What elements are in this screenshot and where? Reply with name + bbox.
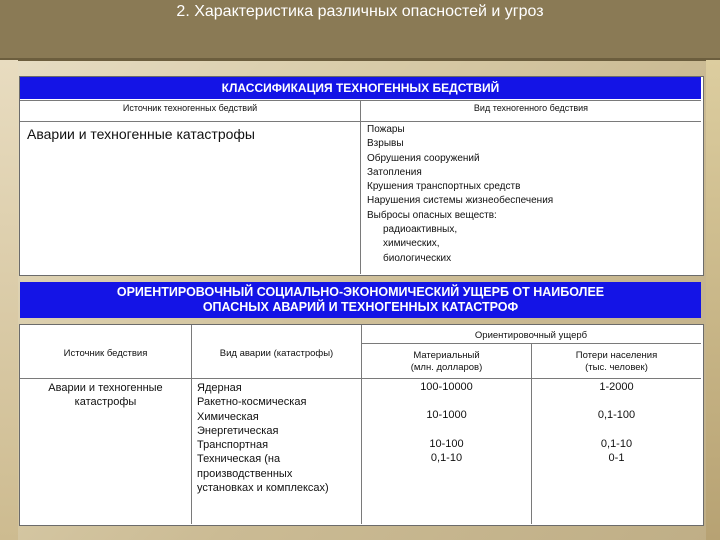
divider bbox=[360, 100, 361, 274]
list-item: Транспортная bbox=[197, 439, 269, 452]
losses-value-technical: 0-1 bbox=[608, 452, 625, 464]
losses-value-transport: 0,1-10 bbox=[600, 438, 633, 450]
list-item: производственных bbox=[197, 467, 293, 480]
list-item: Техническая (на bbox=[197, 453, 281, 466]
list-item: радиоактивных, bbox=[383, 224, 458, 236]
list-item: Обрушения сооружений bbox=[367, 152, 480, 164]
list-item: Энергетическая bbox=[197, 424, 279, 437]
damage-source-line2: катастрофы bbox=[74, 396, 137, 408]
list-item: химических, bbox=[383, 238, 440, 250]
accident-types-list bbox=[197, 381, 361, 495]
decor-left bbox=[0, 60, 18, 540]
list-item: Химическая bbox=[197, 410, 259, 423]
classification-banner bbox=[20, 77, 701, 99]
list-item: Нарушения системы жизнеобеспечения bbox=[367, 195, 554, 207]
damage-source bbox=[20, 381, 191, 409]
col-header-source: Источник бедствия bbox=[63, 348, 148, 359]
slide-title: 2. Характеристика различных опасностей и угроз bbox=[176, 3, 544, 20]
list-item: установках и комплексах) bbox=[197, 482, 329, 495]
list-item: Взрывы bbox=[367, 138, 404, 150]
col-header-material-line1: Материальный bbox=[413, 350, 480, 361]
material-value-technical: 0,1-10 bbox=[430, 452, 463, 464]
title-band bbox=[0, 0, 720, 61]
col-header-accident-type: Вид аварии (катастрофы) bbox=[219, 348, 334, 359]
damage-banner bbox=[20, 282, 701, 318]
material-value-nuclear: 100-10000 bbox=[420, 381, 473, 393]
damage-source-line1: Аварии и техногенные bbox=[48, 382, 163, 394]
decor-right bbox=[706, 60, 720, 540]
losses-value-nuclear: 1-2000 bbox=[599, 381, 634, 393]
source-text: Аварии и техногенные катастрофы bbox=[27, 126, 255, 142]
col-header-losses-line2: (тыс. человек) bbox=[585, 362, 648, 373]
list-item: биологических bbox=[383, 252, 452, 264]
hazard-types-list bbox=[367, 123, 697, 266]
list-item: Ядерная bbox=[197, 382, 242, 394]
col-header-material bbox=[362, 350, 531, 374]
damage-banner-line1: ОРИЕНТИРОВОЧНЫЙ СОЦИАЛЬНО-ЭКОНОМИЧЕСКИЙ УЩЕРБ ОТ НАИБОЛЕЕ bbox=[116, 285, 605, 299]
list-item: Выбросы опасных веществ: bbox=[367, 209, 497, 221]
material-value-transport: 10-100 bbox=[429, 438, 464, 450]
list-item: Ракетно-космическая bbox=[197, 396, 307, 409]
list-item: Пожары bbox=[367, 124, 405, 135]
col-header-losses-line1: Потери населения bbox=[575, 350, 658, 361]
classification-banner-text: КЛАССИФИКАЦИЯ ТЕХНОГЕННЫХ БЕДСТВИЙ bbox=[221, 81, 500, 95]
losses-value-chemical: 0,1-100 bbox=[597, 409, 636, 421]
damage-banner-line2: ОПАСНЫХ АВАРИЙ И ТЕХНОГЕННЫХ КАТАСТРОФ bbox=[202, 300, 519, 314]
list-item: Крушения транспортных средств bbox=[367, 181, 521, 193]
col-header-losses bbox=[532, 350, 701, 374]
col-header-source: Источник техногенных бедствий bbox=[122, 103, 258, 113]
col-header-material-line2: (млн. долларов) bbox=[410, 362, 483, 373]
damage-group-header: Ориентировочный ущерб bbox=[474, 330, 588, 341]
list-item: Затопления bbox=[367, 166, 422, 178]
col-header-type: Вид техногенного бедствия bbox=[473, 103, 589, 113]
material-value-chemical: 10-1000 bbox=[426, 409, 467, 421]
